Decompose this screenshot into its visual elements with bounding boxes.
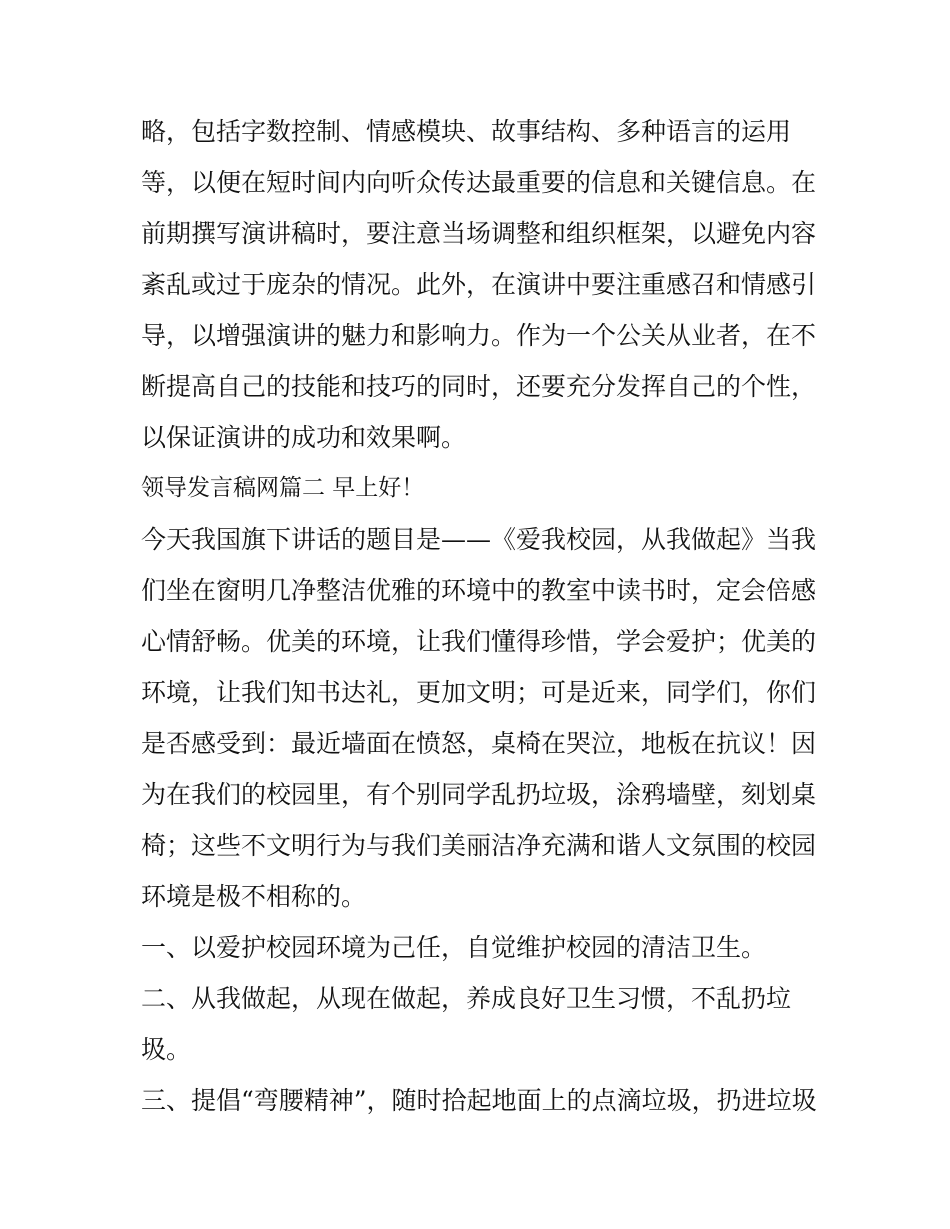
text-line: 略，包括字数控制、情感模块、故事结构、多种语言的运用 — [141, 117, 792, 146]
text-line: 为在我们的校园里，有个别同学乱扔垃圾，涂鸦墙壁，刻划桌 — [141, 780, 817, 809]
text-line: 心情舒畅。优美的环境，让我们懂得珍惜，学会爱护；优美的 — [141, 627, 817, 656]
list-item: 三、提倡“弯腰精神”，随时拾起地面上的点滴垃圾，扔进垃圾 — [141, 1086, 817, 1115]
text-line: 导，以增强演讲的魅力和影响力。作为一个公关从业者，在不 — [141, 321, 817, 350]
text-line: 等，以便在短时间内向听众传达最重要的信息和关键信息。在 — [141, 168, 817, 197]
text-line: 断提高自己的技能和技巧的同时，还要充分发挥自己的个性， — [141, 372, 817, 401]
text-line: 今天我国旗下讲话的题目是——《爱我校园，从我做起》当我 — [141, 525, 817, 554]
text-line: 椅；这些不文明行为与我们美丽洁净充满和谐人文氛围的校园 — [141, 831, 817, 860]
text-line: 前期撰写演讲稿时，要注意当场调整和组织框架，以避免内容 — [141, 219, 817, 248]
text-line: 是否感受到：最近墙面在愤怒，桌椅在哭泣，地板在抗议！因 — [141, 729, 817, 758]
text-line: 以保证演讲的成功和效果啊。 — [141, 423, 467, 452]
section-heading: 领导发言稿网篇二 早上好！ — [141, 475, 425, 501]
body-text — [141, 106, 821, 1126]
text-line: 环境是极不相称的。 — [141, 882, 367, 911]
text-line: 们坐在窗明几净整洁优雅的环境中的教室中读书时，定会倍感 — [141, 576, 817, 605]
text-line: 紊乱或过于庞杂的情况。此外，在演讲中要注重感召和情感引 — [141, 270, 817, 299]
list-item-continuation: 圾。 — [141, 1035, 192, 1064]
list-item: 二、从我做起，从现在做起，养成良好卫生习惯，不乱扔垃 — [141, 984, 792, 1013]
text-line: 环境，让我们知书达礼，更加文明；可是近来，同学们，你们 — [141, 678, 817, 707]
list-item: 一、以爱护校园环境为己任，自觉维护校园的清洁卫生。 — [141, 933, 767, 962]
